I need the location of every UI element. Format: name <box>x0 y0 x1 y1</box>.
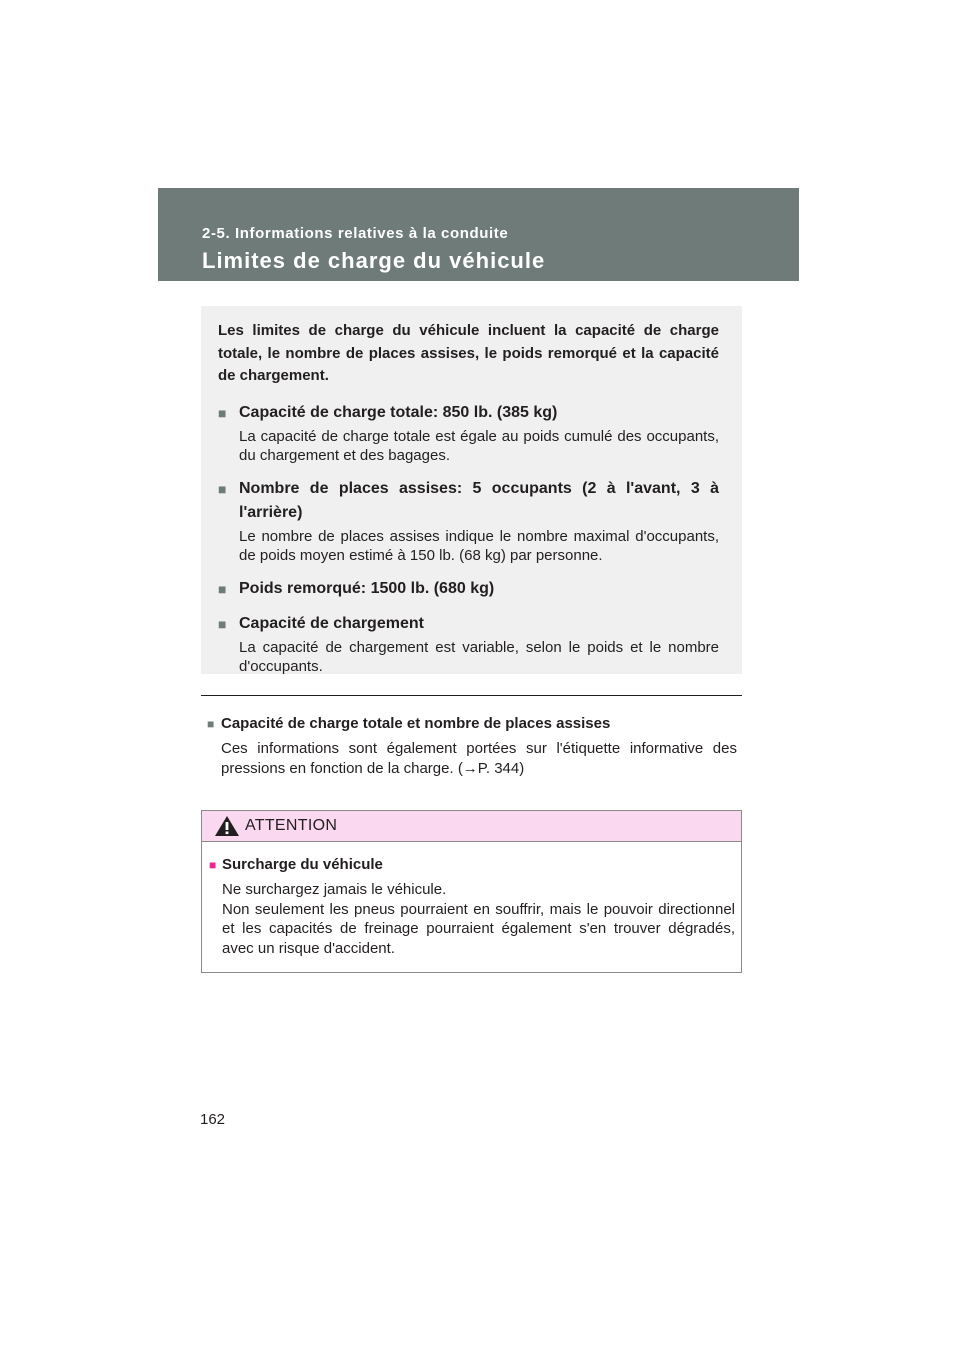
warning-banner <box>202 811 741 842</box>
square-bullet-icon: ■ <box>207 717 215 731</box>
square-bullet-icon: ■ <box>218 615 227 632</box>
warning-box <box>201 810 742 973</box>
square-bullet-icon: ■ <box>209 858 217 872</box>
intro-text: Les limites de charge du véhicule incluent la capacité de charge totale, le nombre de places assises, le poids remorqué et la capacité de chargement. <box>218 322 719 384</box>
page-number: 162 <box>200 1111 226 1128</box>
warning-heading-row <box>209 854 735 876</box>
warning-body <box>222 880 735 958</box>
warning-line: Non seulement les pneus pourraient en souffrir, mais le pouvoir directionnel et les capacités de freinage pourraient également s'en trouver dégradés, avec un risque d'accident. <box>222 900 735 957</box>
section-header <box>158 188 799 281</box>
warning-line: Ne surchargez jamais le véhicule. <box>222 881 447 898</box>
note-body: Ces informations sont également portées sur l'étiquette informative des pressions en fonction de la charge. (→P. 344) <box>221 740 737 777</box>
item-heading-row <box>218 401 719 425</box>
item-description: Le nombre de places assises indique le nombre maximal d'occupants, de poids moyen estimé à 150 lb. (68 kg) par personne. <box>239 527 719 564</box>
item-heading: Capacité de chargement <box>239 614 424 632</box>
item-heading-row <box>218 477 719 525</box>
summary-box <box>201 306 742 674</box>
summary-item <box>218 401 719 466</box>
item-heading: Poids remorqué: 1500 lb. (680 kg) <box>239 579 495 597</box>
item-heading-row <box>218 577 719 601</box>
note-block <box>207 714 737 778</box>
item-description: La capacité de charge totale est égale au poids cumulé des occupants, du chargement et des bagages. <box>239 427 719 464</box>
item-heading: Nombre de places assises: 5 occupants (2 à l'avant, 3 à l'arrière) <box>239 479 719 521</box>
item-heading: Capacité de charge totale: 850 lb. (385 kg) <box>239 403 558 421</box>
warning-triangle-icon <box>214 815 240 837</box>
square-bullet-icon: ■ <box>218 580 227 597</box>
summary-item <box>218 577 719 601</box>
section-divider <box>201 695 742 696</box>
square-bullet-icon: ■ <box>218 480 227 497</box>
section-label: 2-5. Informations relatives à la conduite <box>202 225 509 242</box>
square-bullet-icon: ■ <box>218 404 227 421</box>
warning-content <box>202 842 741 958</box>
note-heading-row <box>207 714 737 734</box>
warning-heading: Surcharge du véhicule <box>222 856 383 873</box>
summary-item <box>218 477 719 566</box>
warning-label: ATTENTION <box>245 817 338 834</box>
item-description: La capacité de chargement est variable, selon le poids et le nombre d'occupants. <box>239 638 719 675</box>
page-title: Limites de charge du véhicule <box>202 248 546 273</box>
item-heading-row <box>218 612 719 636</box>
note-heading: Capacité de charge totale et nombre de places assises <box>221 715 611 732</box>
summary-item <box>218 612 719 677</box>
